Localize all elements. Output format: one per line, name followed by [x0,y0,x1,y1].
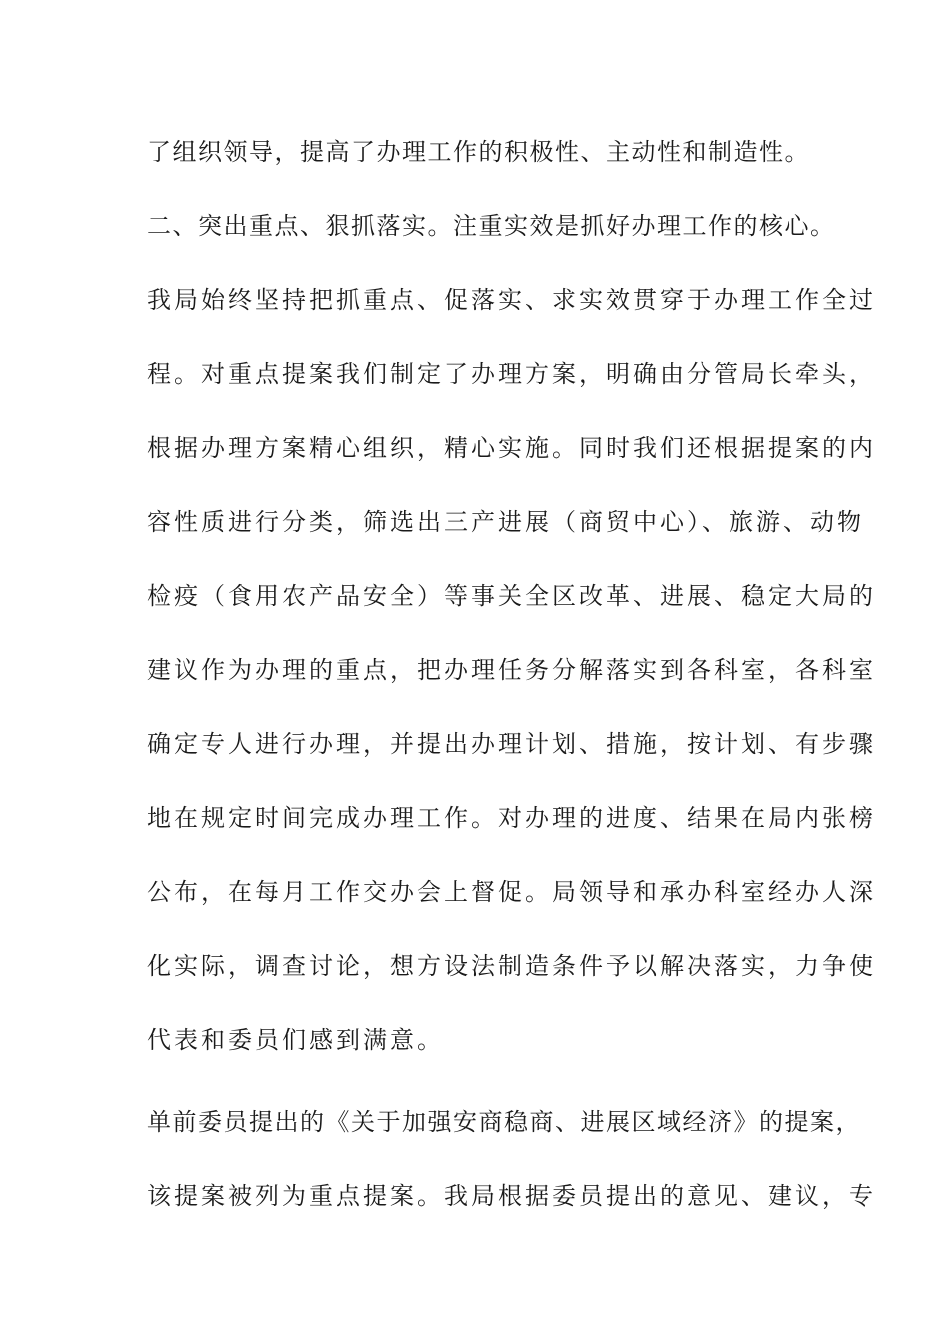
text-line-15: 该提案被列为重点提案。我局根据委员提出的意见、建议，专 [147,1182,876,1210]
text-line-7: 检疫（食用农产品安全）等事关全区改革、进展、稳定大局的 [147,582,876,610]
text-line-12: 化实际，调查讨论，想方设法制造条件予以解决落实，力争使 [147,952,876,980]
text-line-1: 了组织领导，提高了办理工作的积极性、主动性和制造性。 [147,138,810,166]
text-line-3: 我局始终坚持把抓重点、促落实、求实效贯穿于办理工作全过 [147,286,876,314]
text-line-4: 程。对重点提案我们制定了办理方案，明确由分管局长牵头， [147,360,876,388]
text-line-11: 公布，在每月工作交办会上督促。局领导和承办科室经办人深 [147,878,876,906]
text-line-9: 确定专人进行办理，并提出办理计划、措施，按计划、有步骤 [147,730,876,758]
text-line-6: 容性质进行分类，筛选出三产进展（商贸中心）、旅游、动物 [147,508,864,536]
text-line-10: 地在规定时间完成办理工作。对办理的进度、结果在局内张榜 [147,804,876,832]
text-line-14: 单前委员提出的《关于加强安商稳商、进展区域经济》的提案， [147,1108,861,1136]
text-line-5: 根据办理方案精心组织，精心实施。同时我们还根据提案的内 [147,434,876,462]
text-line-13: 代表和委员们感到满意。 [147,1026,444,1054]
text-line-8: 建议作为办理的重点，把办理任务分解落实到各科室，各科室 [147,656,876,684]
text-line-2: 二、突出重点、狠抓落实。注重实效是抓好办理工作的核心。 [147,212,836,240]
